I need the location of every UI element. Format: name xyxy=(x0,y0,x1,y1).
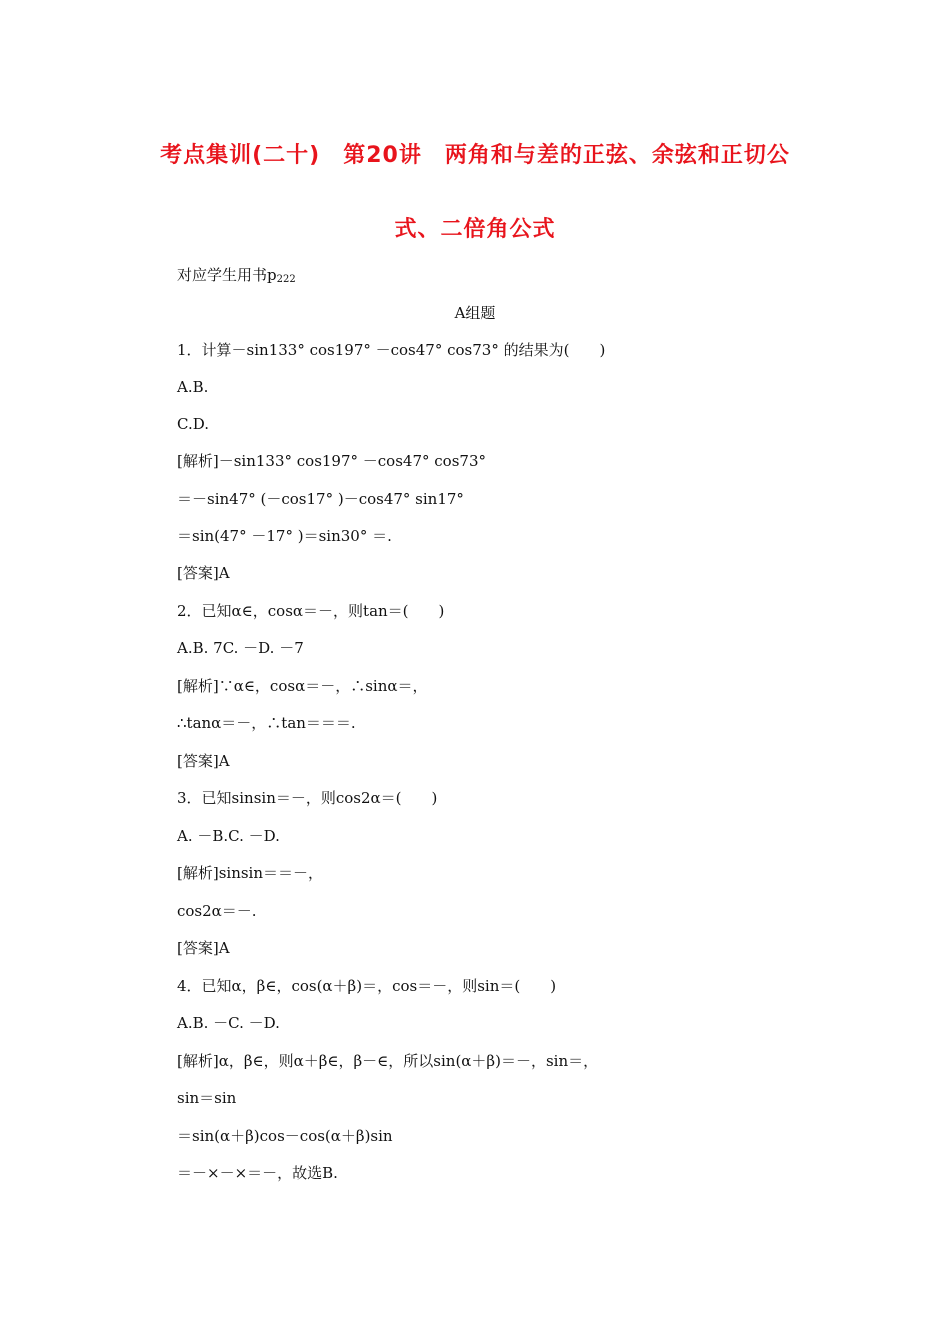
textbook-reference xyxy=(177,265,296,290)
q3-analysis-line-1: [解析]sinsin＝＝－， xyxy=(177,864,324,882)
q3-analysis-line-2: cos2α＝－. xyxy=(177,902,257,920)
question-1: 1．计算－sin133° cos197° －cos47° cos73° 的结果为( ) xyxy=(177,341,606,359)
reference-page: 222 xyxy=(276,274,296,285)
q3-options: A. －B.C. －D. xyxy=(177,827,280,845)
q4-analysis-line-2: sin＝sin xyxy=(177,1089,237,1107)
q2-answer: [答案]A xyxy=(177,752,230,770)
q2-analysis-line-2: ∴tanα＝－，∴tan＝＝＝. xyxy=(177,714,356,732)
question-2: 2．已知α∈，cosα＝－，则tan＝( ) xyxy=(177,602,445,620)
q1-analysis-line-1: [解析]－sin133° cos197° －cos47° cos73° xyxy=(177,452,486,470)
q4-analysis-line-1: [解析]α，β∈，则α＋β∈，β－∈，所以sin(α＋β)＝－，sin＝， xyxy=(177,1052,599,1070)
q2-options: A.B. 7C. －D. －7 xyxy=(177,639,304,657)
q1-answer: [答案]A xyxy=(177,564,230,582)
q3-answer: [答案]A xyxy=(177,939,230,957)
question-4: 4．已知α，β∈，cos(α＋β)＝，cos＝－，则sin＝( ) xyxy=(177,977,557,995)
q4-analysis-line-3: ＝sin(α＋β)cos－cos(α＋β)sin xyxy=(177,1127,393,1145)
q1-analysis-line-3: ＝sin(47° －17° )＝sin30° ＝. xyxy=(177,527,392,545)
q1-analysis-line-2: ＝－sin47° (－cos17° )－cos47° sin17° xyxy=(177,490,464,508)
reference-text: 对应学生用书p xyxy=(177,266,277,284)
q4-options: A.B. －C. －D. xyxy=(177,1014,280,1032)
document-title-line-2: 式、二倍角公式 xyxy=(394,217,556,242)
q1-options-ab: A.B. xyxy=(177,378,209,396)
q2-analysis-line-1: [解析]∵α∈，cosα＝－，∴sinα＝， xyxy=(177,677,428,695)
question-3: 3．已知sinsin＝－，则cos2α＝( ) xyxy=(177,789,438,807)
document-title-line-1: 考点集训(二十) 第20讲 两角和与差的正弦、余弦和正切公 xyxy=(160,143,790,168)
q1-options-cd: C.D. xyxy=(177,415,209,433)
group-heading: A组题 xyxy=(454,304,496,322)
q4-analysis-line-4: ＝－×－×＝－，故选B. xyxy=(177,1164,338,1182)
